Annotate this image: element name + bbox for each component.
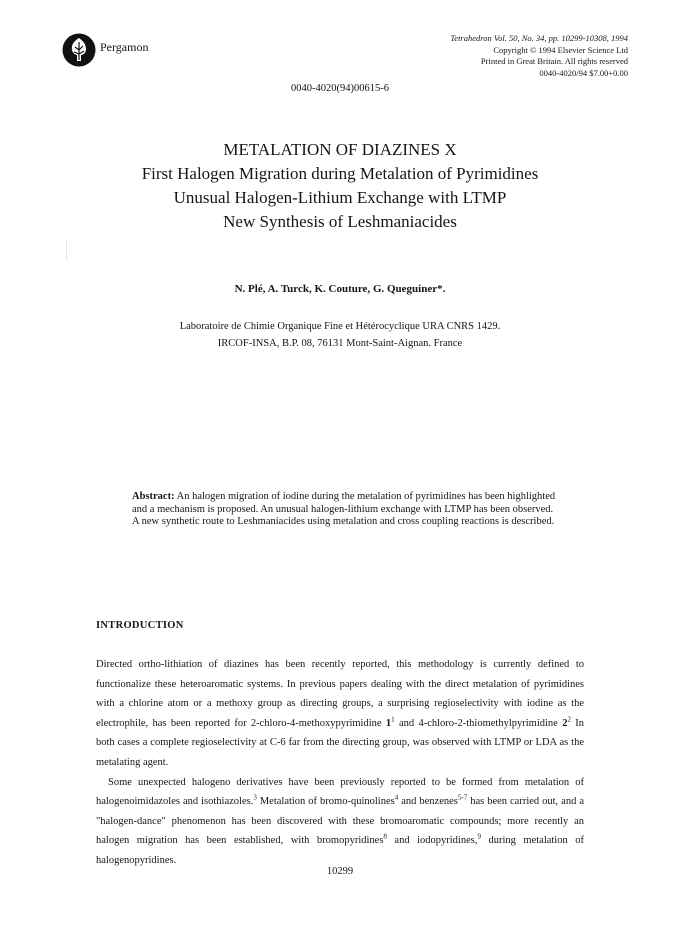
- section-heading-introduction: INTRODUCTION: [96, 620, 184, 631]
- pergamon-tree-logo: [62, 33, 96, 67]
- margin-mark: [66, 240, 67, 260]
- doi-code: 0040-4020(94)00615-6: [291, 83, 389, 94]
- title-line-2: First Halogen Migration during Metalation of Pyrimidines: [141, 164, 539, 183]
- journal-citation: Tetrahedron Vol. 50, No. 34, pp. 10299-10308, 1994: [450, 33, 628, 43]
- abstract-label: Abstract:: [132, 491, 175, 502]
- abstract-text: An halogen migration of iodine during the metalation of pyrimidines has been highlighted and a mechanism is proposed. An unusual halogen-lithium exchange with LTMP has been observed. A new synthetic route to Leshmaniacides using metalation and cross coupling reactions is described.: [132, 491, 556, 527]
- authors: N. Plé, A. Turck, K. Couture, G. Queguiner*.: [234, 283, 446, 295]
- title-line-1: METALATION OF DIAZINES X: [223, 140, 457, 159]
- price-code: 0040-4020/94 $7.00+0.00: [539, 67, 628, 78]
- copyright-line: Copyright © 1994 Elsevier Science Ltd: [493, 44, 628, 55]
- paper-title: [0, 138, 680, 234]
- publisher-name: Pergamon: [100, 40, 149, 54]
- paragraph: Directed ortho-lithiation of diazines has been recently reported, this methodology is currently defined to functionalize these heteroaromatic systems. In previous papers dealing with the direct metalation of pyrimidines with a chlorine atom or a methoxy group as directing groups, a surprising regioselectivity with iodine as the electrophile, has been reported for 2-chloro-4-methoxypyrimidine $1^1$ and 4-chloro-2-thiomethylpyrimidine $2^2$ In both cases a complete regioselectivity at C-6 far from the directing group, was observed with LTMP or LDA as the metalating agent.: [96, 659, 585, 768]
- printed-line: Printed in Great Britain. All rights reserved: [480, 56, 628, 66]
- page-number: 10299: [326, 866, 354, 877]
- abstract: [132, 491, 557, 529]
- title-line-4: New Synthesis of Leshmaniacides: [223, 212, 457, 231]
- journal-info: [380, 33, 628, 79]
- affiliation-line-2: IRCOF-INSA, B.P. 08, 76131 Mont-Saint-Aignan. France: [217, 338, 463, 349]
- affiliation-line-1: Laboratoire de Chimie Organique Fine et Hétérocyclique URA CNRS 1429.: [179, 321, 501, 332]
- affiliation: [0, 318, 680, 352]
- introduction-body: [96, 655, 584, 871]
- title-line-3: Unusual Halogen-Lithium Exchange with LTMP: [173, 188, 507, 207]
- paragraph: Some unexpected halogeno derivatives have been previously reported to be formed from metalation of halogenoimidazoles and isothiazoles.$^3$ Metalation of bromo-quinolines$^4$ and benzenes$^{5-7}$ has been carried out, and a "halogen-dance" phenomenon has been discovered with these bromoaromatic compounds; more recently an halogen migration has been established, with bromopyridines$^8$ and iodopyridines,$^9$ during metalation of halogenopyridines.: [96, 776, 584, 866]
